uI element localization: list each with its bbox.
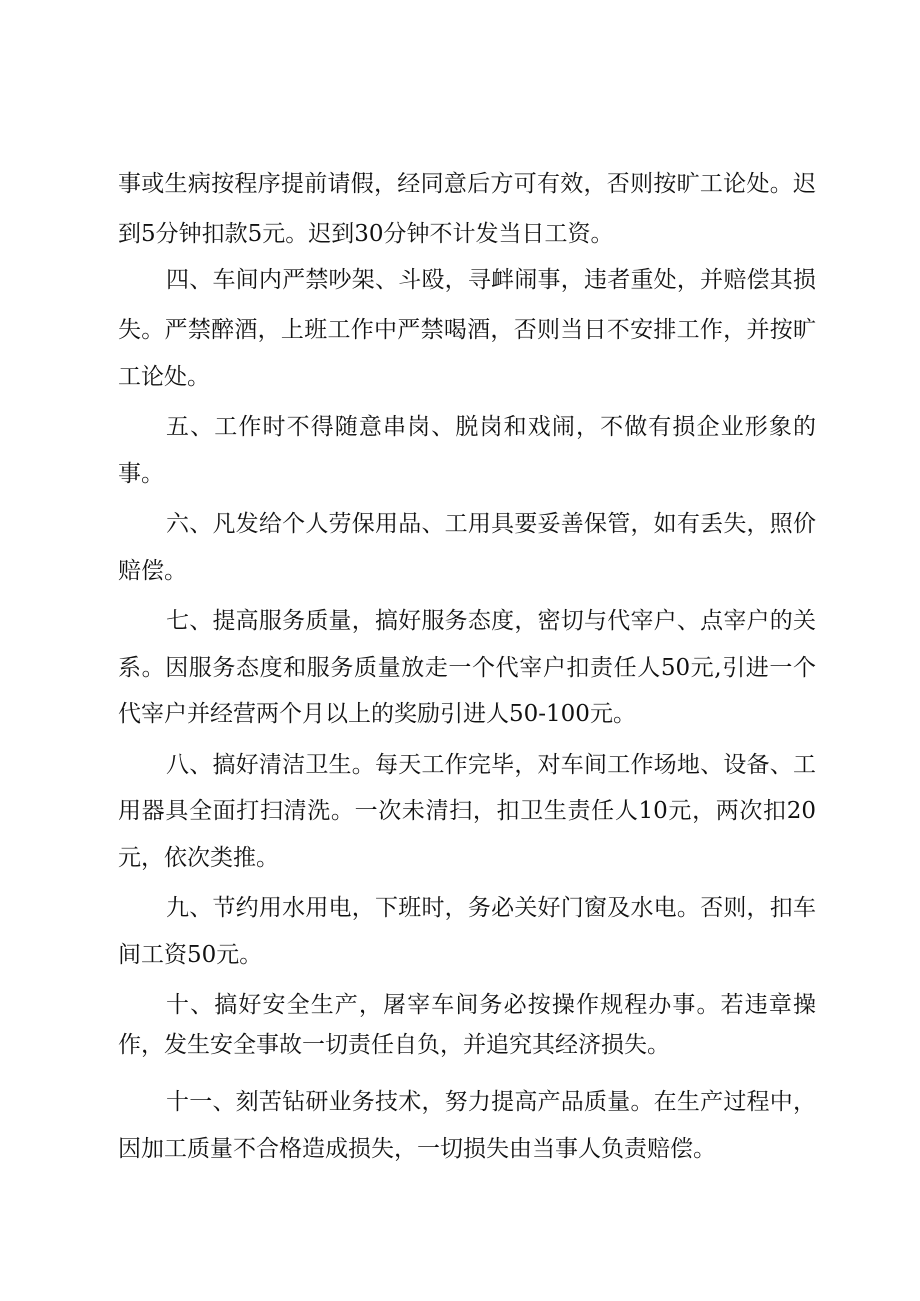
paragraph-5-line: 五、工作时不得随意串岗、脱岗和戏闹，不做有损企业形象的: [166, 414, 816, 440]
paragraph-6-line: 六、凡发给个人劳保用品、工用具要妥善保管，如有丢失，照价: [166, 511, 816, 537]
text-line: 工论处。: [118, 364, 210, 390]
text-line: 元，依次类推。: [118, 845, 279, 871]
text-line: 事。: [118, 461, 164, 487]
text-line: 失。严禁醉酒，上班工作中严禁喝酒，否则当日不安排工作，并按旷: [118, 317, 816, 343]
text-line: 间工资50元。: [118, 942, 263, 968]
text-line: 到5分钟扣款5元。迟到30分钟不计发当日工资。: [118, 221, 614, 247]
paragraph-8-line: 八、搞好清洁卫生。每天工作完毕，对车间工作场地、设备、工: [166, 752, 816, 778]
text-line: 赔偿。: [118, 558, 187, 584]
text-line: 用器具全面打扫清洗。一次未清扫，扣卫生责任人10元，两次扣20: [118, 798, 816, 824]
text-line: 事或生病按程序提前请假，经同意后方可有效，否则按旷工论处。迟: [118, 171, 816, 197]
text-line: 作，发生安全事故一切责任自负，并追究其经济损失。: [118, 1032, 670, 1058]
paragraph-7-line: 七、提高服务质量，搞好服务态度，密切与代宰户、点宰户的关: [166, 608, 816, 634]
paragraph-4-line: 四、车间内严禁吵架、斗殴，寻衅闹事，违者重处，并赔偿其损: [166, 267, 816, 293]
text-line: 代宰户并经营两个月以上的奖励引进人50-100元。: [118, 701, 636, 727]
paragraph-10-line: 十、搞好安全生产，屠宰车间务必按操作规程办事。若违章操: [166, 992, 816, 1018]
text-line: 因加工质量不合格造成损失，一切损失由当事人负责赔偿。: [118, 1136, 716, 1162]
text-line: 系。因服务态度和服务质量放走一个代宰户扣责任人50元,引进一个: [118, 655, 816, 681]
paragraph-9-line: 九、节约用水用电，下班时，务必关好门窗及水电。否则，扣车: [166, 895, 816, 921]
paragraph-11-line: 十一、刻苦钻研业务技术，努力提高产品质量。在生产过程中，: [166, 1089, 816, 1115]
